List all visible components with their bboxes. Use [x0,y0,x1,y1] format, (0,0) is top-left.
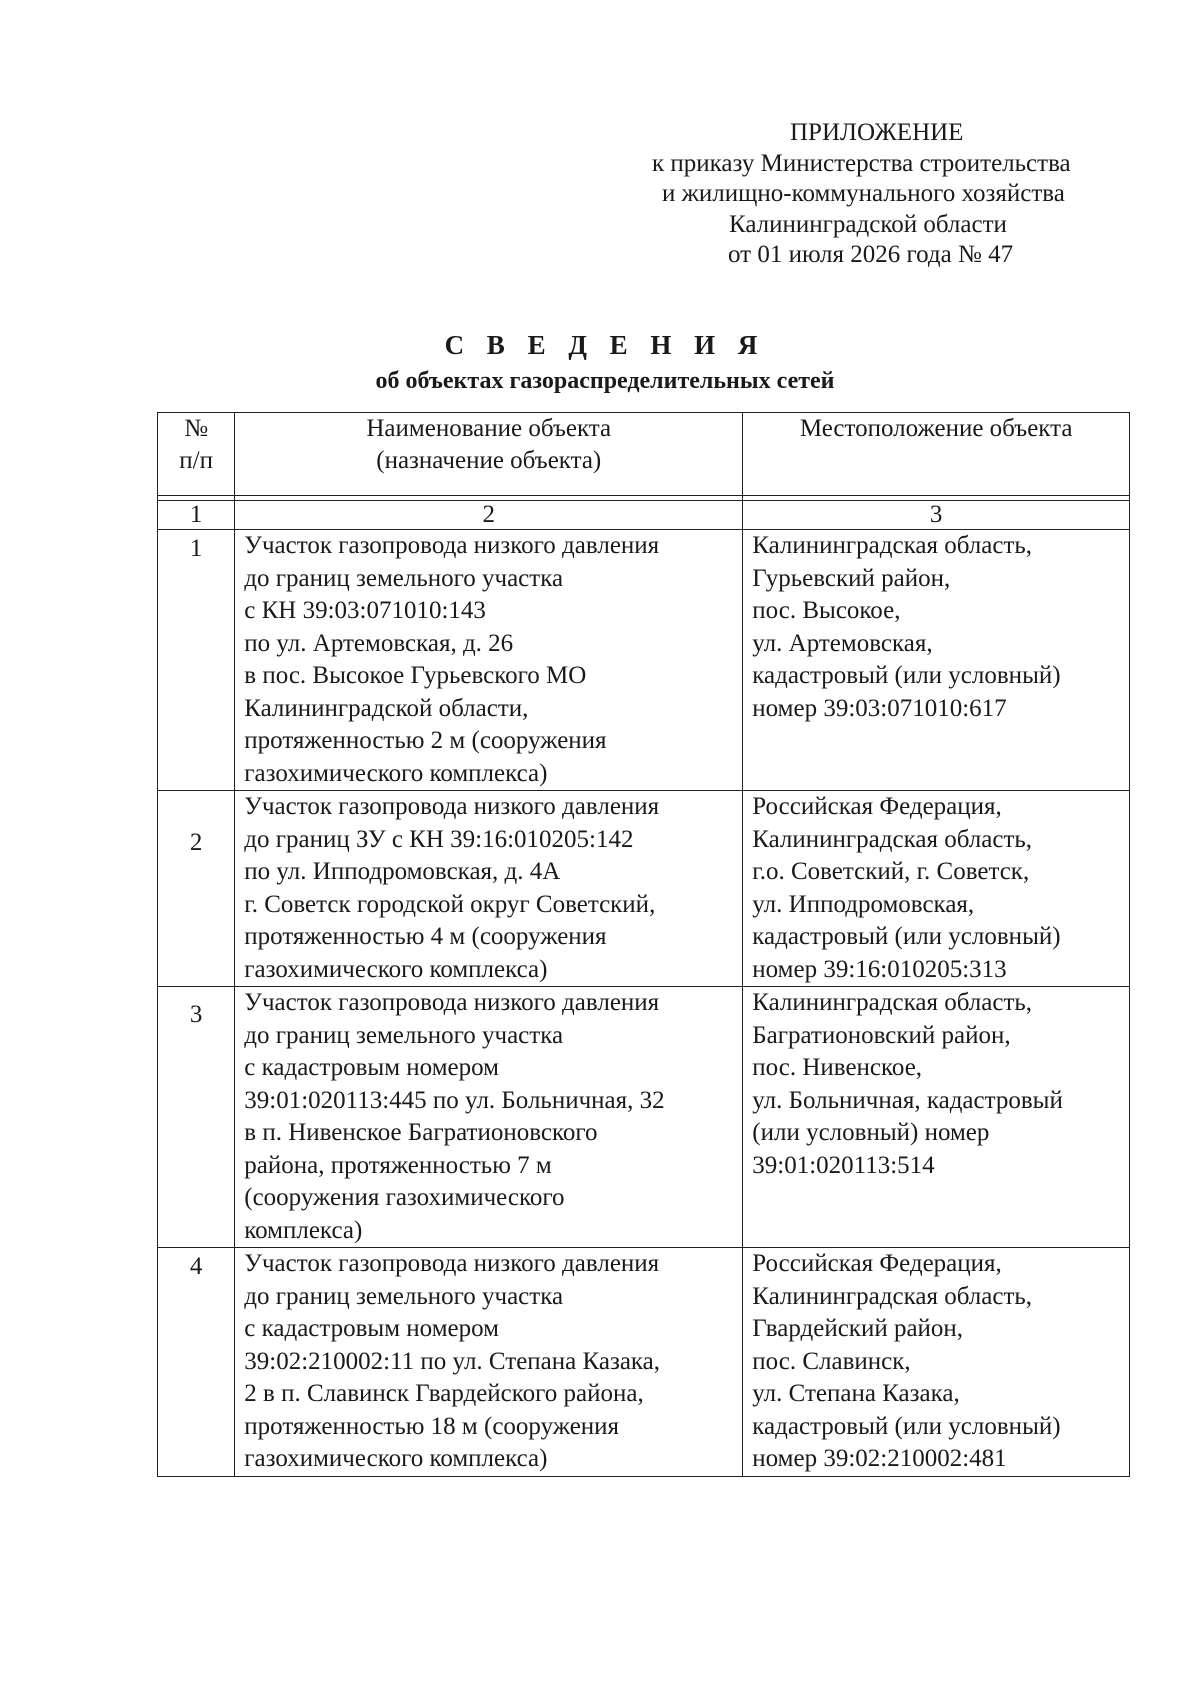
column-numbers-row [158,501,1130,530]
document-subtitle: об объектах газораспределительных сетей [375,368,835,394]
header-number: № п/п [158,413,235,496]
object-location-cell: Российская Федерация, Калининградская область, Гвардейский район, пос. Славинск, ул. Степана Казака, кадастровый (или условный) номер 39:02:210002:481 [743,1248,1130,1477]
header-object-name: Наименование объекта (назначение объекта) [235,413,743,496]
row-number: 4 [158,1248,235,1477]
table-header-row [158,413,1130,496]
approval-line: к приказу Министерства строительства [652,149,1071,177]
object-name-cell: Участок газопровода низкого давления до границ земельного участка с кадастровым номером 39:01:020113:445 по ул. Больничная, 32 в п. Нивенское Багратионовского района, протяженностью 7 м (сооружения газохимического комплекса) [235,987,743,1248]
column-number: 3 [743,501,1130,530]
object-name-cell: Участок газопровода низкого давления до границ ЗУ с КН 39:16:010205:142 по ул. Ипподромовская, д. 4А г. Советск городской округ Советский, протяженностью 4 м (сооружения газохимического комплекса) [235,791,743,987]
approval-stamp [600,118,1160,271]
approval-line: Калининградской области [729,210,1007,238]
object-location-cell: Калининградская область, Багратионовский район, пос. Нивенское, ул. Больничная, кадастровый (или условный) номер 39:01:020113:514 [743,987,1130,1248]
row-number: 3 [158,987,235,1248]
approval-line: и жилищно-коммунального хозяйства [662,180,1065,207]
approval-heading: ПРИЛОЖЕНИЕ [790,119,964,146]
document-title: С В Е Д Е Н И Я [444,330,766,360]
object-location-cell: Российская Федерация, Калининградская область, г.о. Советский, г. Советск, ул. Ипподромовская, кадастровый (или условный) номер 39:16:010205:313 [743,791,1130,987]
row-number: 2 [158,791,235,987]
object-name-cell: Участок газопровода низкого давления до границ земельного участка с КН 39:03:071010:143 по ул. Артемовская, д. 26 в пос. Высокое Гурьевского МО Калининградской области, протяженностью 2 м (сооружения газохимического комплекса) [235,530,743,791]
column-number: 2 [235,501,743,530]
table-row [158,1248,1130,1477]
objects-table [157,412,1130,1477]
object-location-cell: Калининградская область, Гурьевский район, пос. Высокое, ул. Артемовская, кадастровый (или условный) номер 39:03:071010:617 [743,530,1130,791]
table-row [158,987,1130,1248]
header-object-location: Местоположение объекта [743,413,1130,496]
approval-date-line: от 01 июля 2026 года № 47 [728,241,1014,268]
row-number: 1 [158,530,235,791]
table-row [158,530,1130,791]
object-name-cell: Участок газопровода низкого давления до границ земельного участка с кадастровым номером 39:02:210002:11 по ул. Степана Казака, 2 в п. Славинск Гвардейского района, протяженностью 18 м (сооружения газохимического комплекса) [235,1248,743,1477]
table-row [158,791,1130,987]
column-number: 1 [158,501,235,530]
